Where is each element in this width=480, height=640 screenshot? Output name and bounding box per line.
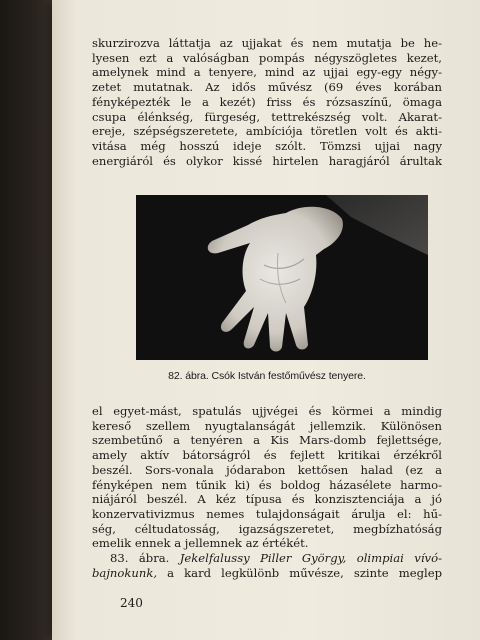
- text-line-indented: [92, 551, 442, 566]
- text-line: niájáról beszél. A kéz típusa és konzisztenciája a jó: [92, 492, 442, 507]
- text-line: szembetűnő a tenyéren a Kis Mars-domb fejlettsége,: [92, 433, 442, 448]
- italic-name: Jekelfalussy Piller György, olimpiai vívó-: [179, 551, 442, 566]
- text-line: konzervativizmus nemes tulajdonságait árulja el: hű-: [92, 506, 442, 521]
- figure-caption: 82. ábra. Csók István festőművész tenyere.: [168, 370, 366, 382]
- palm-image: [136, 195, 428, 360]
- text-line: ereje, szépségszeretete, ambíciója töretlen volt és akti-: [92, 124, 442, 139]
- text-line: ség, céltudatosság, igazságszeretet, megbízhatóság: [92, 521, 442, 536]
- text-line: lyesen ezt a valóságban pompás négyszögletes kezet,: [92, 50, 442, 65]
- book-page: [52, 0, 480, 640]
- text-line: vitása még hosszú ideje szólt. Tömzsi ujjai nagy: [92, 138, 442, 153]
- text-line: beszél. Sors-vonala jódarabon kettősen halad (ez a: [92, 462, 442, 477]
- text-line: fényképen nem tűnik ki) és boldog házasélete harmo-: [92, 477, 442, 492]
- italic-title: bajnokunk,: [92, 565, 158, 580]
- text-line: amely aktív bátorságról és fejlett kritikai érzékről: [92, 448, 442, 463]
- text-line: amelynek mind a tenyere, mind az ujjai egy-egy négy-: [92, 65, 442, 80]
- figure-reference: 83. ábra.: [110, 551, 180, 566]
- text-line: csupa élénkség, fürgeség, tettrekészség volt. Akarat-: [92, 109, 442, 124]
- paragraph-top: [92, 36, 442, 168]
- text-line: zetet mutatnak. Az idős művész (69 éves korában: [92, 80, 442, 95]
- text-line: kereső szellem nyugtalanságát jellemzik. Különösen: [92, 418, 442, 433]
- text-line: skurzirozva láttatja az ujjakat és nem mutatja be he-: [92, 36, 442, 50]
- paragraph-bottom: [92, 404, 442, 580]
- hand-photograph: [136, 195, 428, 360]
- text-continuation: a kard legkülönb művésze, szinte meglep: [157, 565, 442, 580]
- text-line: energiáról és olykor kissé hirtelen haragjáról árultak: [92, 153, 442, 168]
- text-line: emelik ennek a jellemnek az értékét.: [92, 536, 309, 551]
- page-number: 240: [120, 596, 143, 610]
- text-line: el egyet-mást, spatulás ujjvégei és körmei a mindig: [92, 404, 442, 418]
- text-line: [92, 566, 442, 581]
- text-line: fényképezték le a kezét) friss és rózsaszínű, ömaga: [92, 94, 442, 109]
